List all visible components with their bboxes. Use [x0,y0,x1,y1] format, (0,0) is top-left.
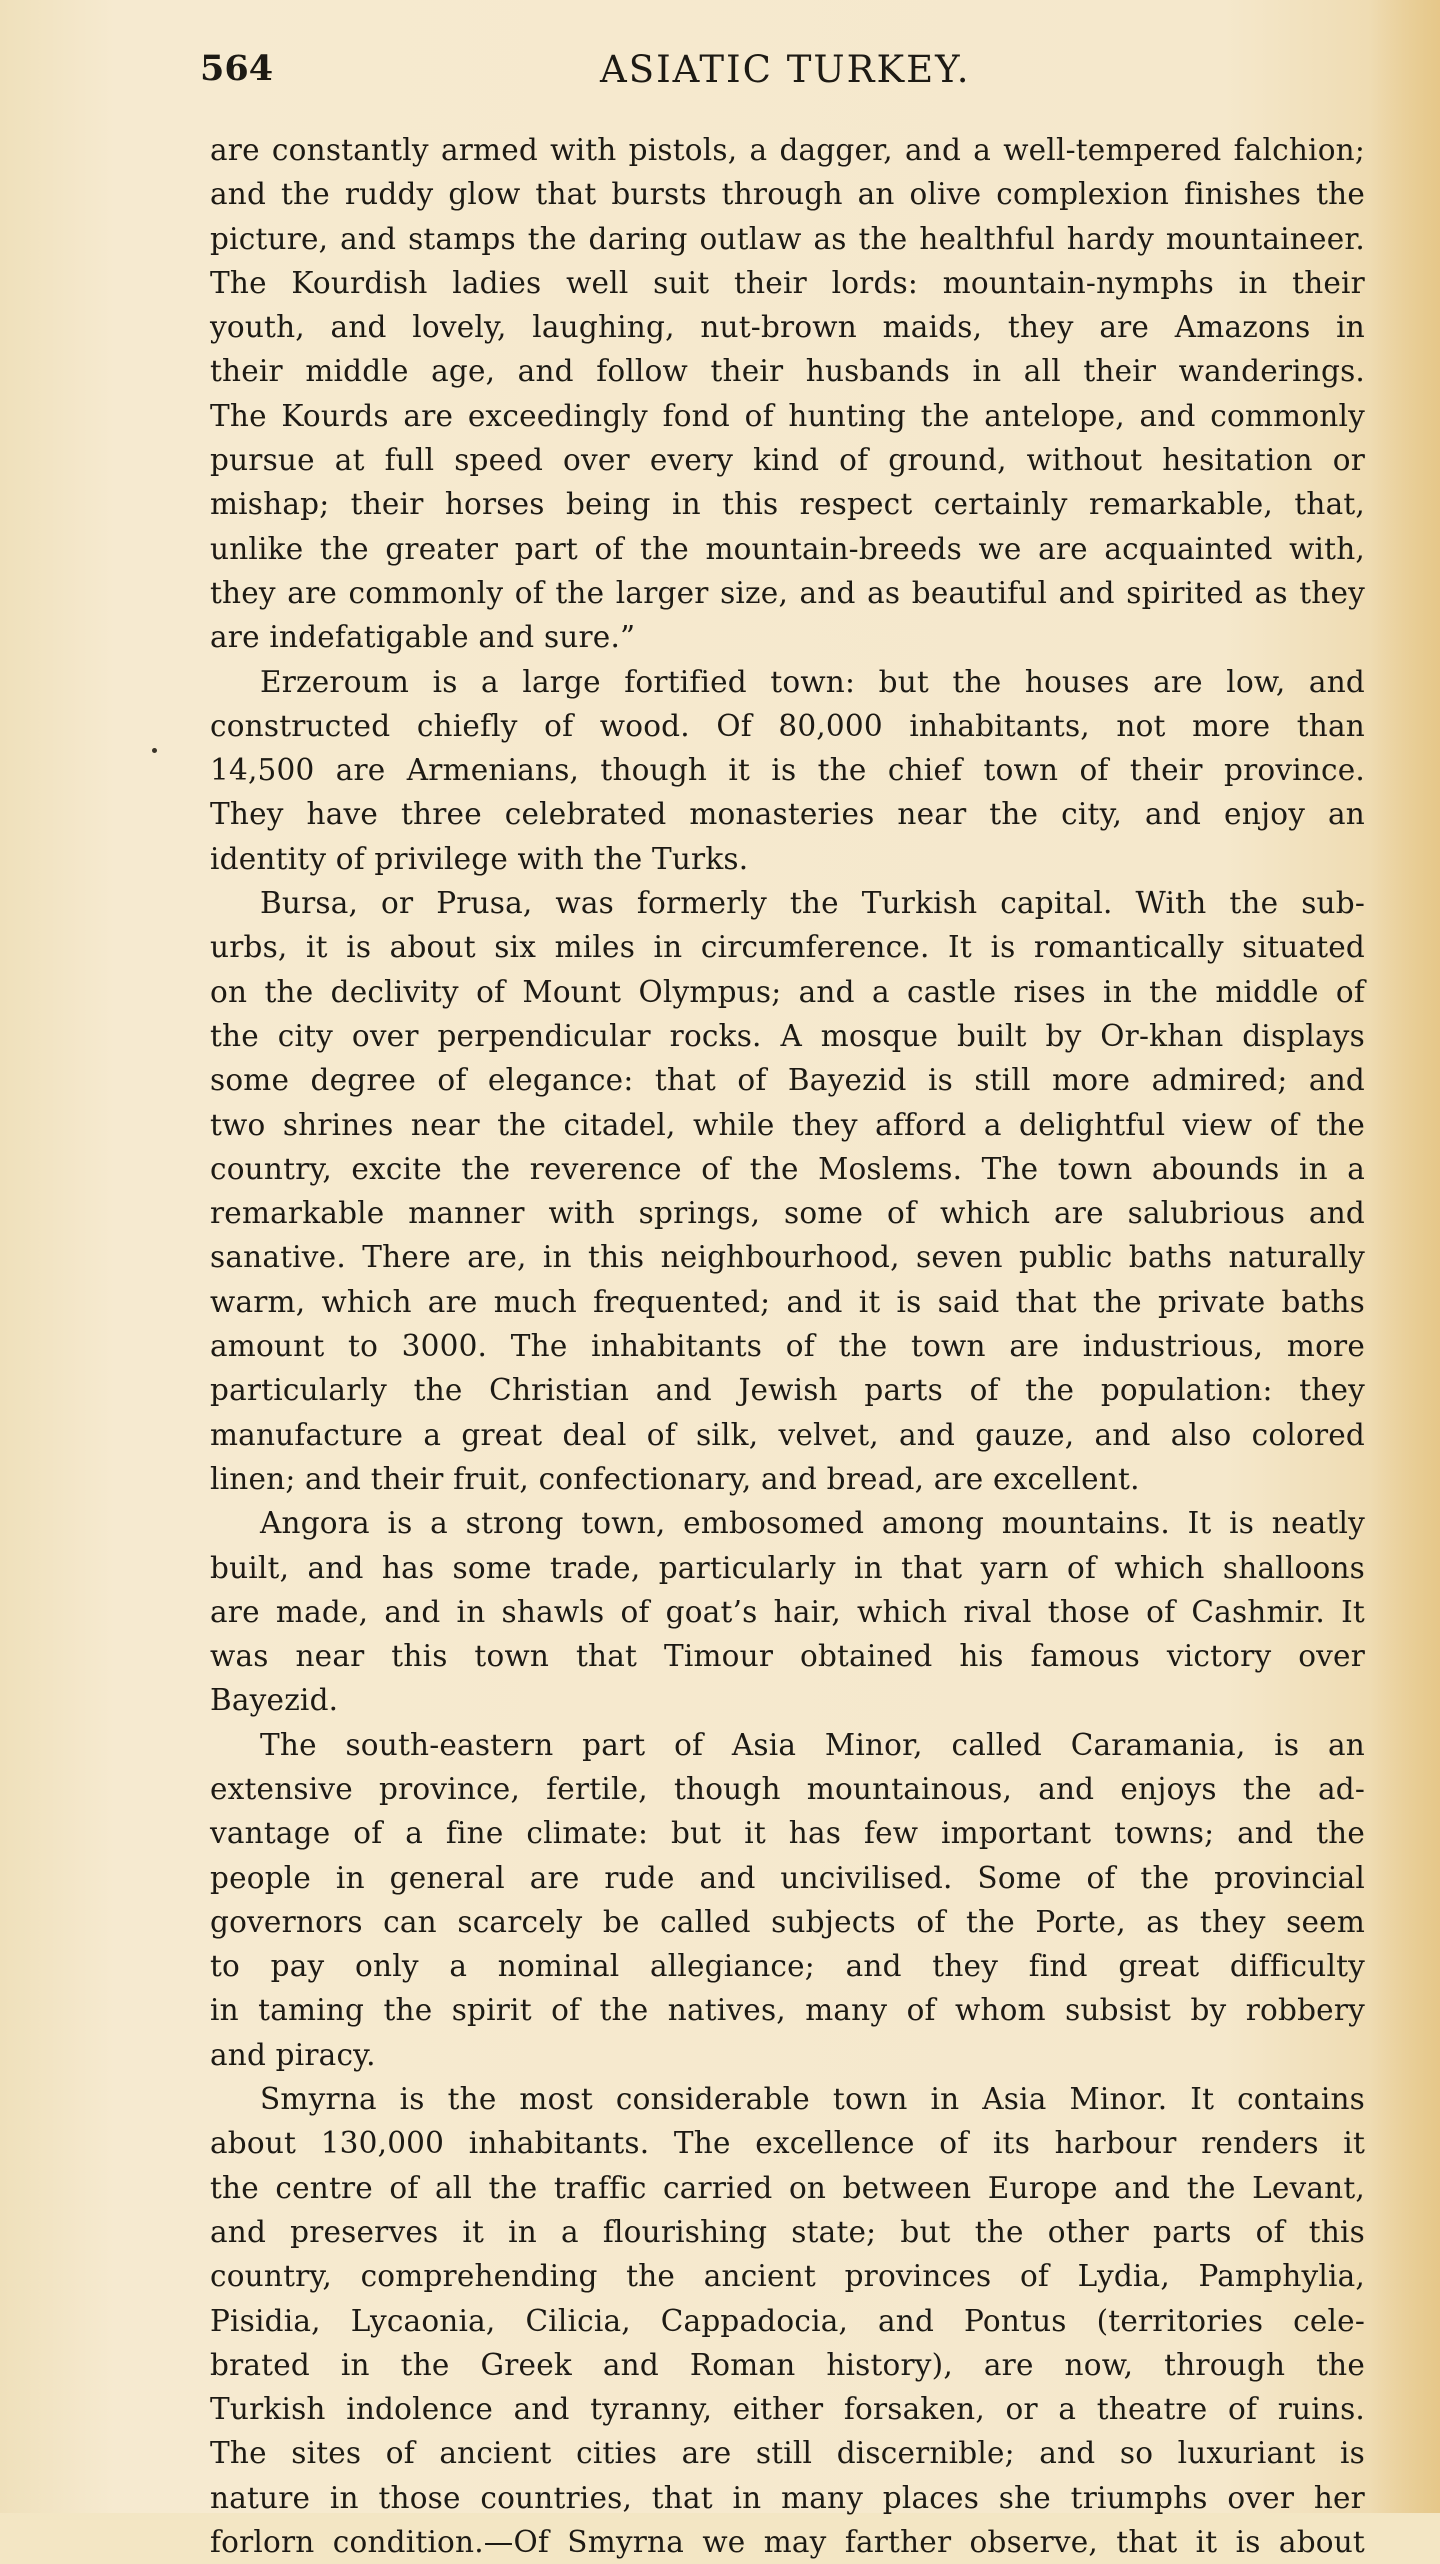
text-line: Turkish indolence and tyranny, either forsaken, or a theatre of ruins. [210,2392,1365,2427]
text-line: built, and has some trade, particularly in that yarn of which shalloons [210,1550,1365,1585]
text-line: urbs, it is about six miles in circumference. It is romantically situated [210,930,1365,965]
text-line: are indefatigable and sure.” [210,620,636,655]
text-line: about 130,000 inhabitants. The excellence of its harbour renders it [210,2126,1365,2161]
body-text [210,128,1365,2564]
text-line: the centre of all the traffic carried on between Europe and the Levant, [210,2170,1365,2205]
text-line: country, excite the reverence of the Moslems. The town abounds in a [210,1151,1365,1186]
paragraph-start: Bursa, or Prusa, was formerly the Turkish capital. With the sub- [260,886,1365,921]
text-line: Bayezid. [210,1683,339,1718]
text-line: 14,500 are Armenians, though it is the chief town of their province. [210,753,1365,788]
text-line: manufacture a great deal of silk, velvet, and gauze, and also colored [210,1417,1365,1452]
text-line: and the ruddy glow that bursts through an olive complexion finishes the [210,177,1365,212]
text-line: their middle age, and follow their husbands in all their wanderings. [210,354,1365,389]
page-number: 564 [200,48,274,89]
text-line: extensive province, fertile, though mountainous, and enjoys the ad- [210,1771,1365,1806]
running-head: ASIATIC TURKEY. [600,48,971,91]
text-line: unlike the greater part of the mountain-breeds we are acquainted with, [210,531,1365,566]
text-line: They have three celebrated monasteries near the city, and enjoy an [210,797,1365,832]
text-line: was near this town that Timour obtained his famous victory over [210,1639,1365,1674]
text-line: amount to 3000. The inhabitants of the town are industrious, more [210,1329,1365,1364]
page-header [200,42,1380,92]
paragraph-start: The south-eastern part of Asia Minor, called Caramania, is an [260,1727,1365,1762]
text-line: on the declivity of Mount Olympus; and a castle rises in the middle of [210,974,1365,1009]
page-edge-shadow [1370,0,1440,2513]
text-line: two shrines near the citadel, while they afford a delightful view of the [210,1107,1365,1142]
text-line: warm, which are much frequented; and it is said that the private baths [210,1284,1365,1319]
text-line: vantage of a fine climate: but it has few important towns; and the [210,1816,1365,1851]
text-line: governors can scarcely be called subjects of the Porte, as they seem [210,1904,1365,1939]
text-line: Pisidia, Lycaonia, Cilicia, Cappadocia, and Pontus (territories cele- [210,2303,1365,2338]
paragraph-start: Smyrna is the most considerable town in Asia Minor. It contains [260,2082,1365,2117]
paragraph-start: Erzeroum is a large fortified town: but the houses are low, and [260,664,1365,699]
text-line: youth, and lovely, laughing, nut-brown maids, they are Amazons in [210,310,1365,345]
text-line: to pay only a nominal allegiance; and they find great difficulty [210,1949,1365,1984]
text-line: brated in the Greek and Roman history), are now, through the [210,2347,1365,2382]
text-line: forlorn condition.—Of Smyrna we may farther observe, that it is about [210,2525,1365,2560]
text-line: remarkable manner with springs, some of which are salubrious and [210,1196,1365,1231]
ink-speck [152,748,157,753]
text-line: are made, and in shawls of goat’s hair, which rival those of Cashmir. It [210,1594,1365,1629]
text-line: in taming the spirit of the natives, many of whom subsist by robbery [210,1993,1365,2028]
text-line: the city over perpendicular rocks. A mosque built by Or-khan displays [210,1018,1365,1053]
paragraph-start: Angora is a strong town, embosomed among mountains. It is neatly [260,1506,1365,1541]
text-line: and preserves it in a flourishing state; but the other parts of this [210,2214,1365,2249]
text-line: The sites of ancient cities are still discernible; and so luxuriant is [210,2436,1365,2471]
text-line: and piracy. [210,2037,376,2072]
text-line: The Kourds are exceedingly fond of hunting the antelope, and commonly [210,398,1365,433]
text-line: they are commonly of the larger size, and as beautiful and spirited as they [210,575,1365,610]
text-line: The Kourdish ladies well suit their lords: mountain-nymphs in their [210,265,1365,300]
text-line: country, comprehending the ancient provinces of Lydia, Pamphylia, [210,2259,1365,2294]
text-line: are constantly armed with pistols, a dagger, and a well-tempered falchion; [210,133,1365,167]
text-line: particularly the Christian and Jewish parts of the population: they [210,1373,1365,1408]
text-line: nature in those countries, that in many places she triumphs over her [210,2480,1365,2515]
text-line: identity of privilege with the Turks. [210,841,749,876]
text-line: some degree of elegance: that of Bayezid is still more admired; and [210,1063,1365,1098]
text-line: picture, and stamps the daring outlaw as the healthful hardy mountaineer. [210,221,1365,256]
text-line: sanative. There are, in this neighbourhood, seven public baths naturally [210,1240,1365,1275]
text-line: pursue at full speed over every kind of ground, without hesitation or [210,443,1365,478]
text-line: mishap; their horses being in this respect certainly remarkable, that, [210,487,1365,522]
text-line: constructed chiefly of wood. Of 80,000 inhabitants, not more than [210,708,1365,743]
text-line: people in general are rude and uncivilised. Some of the provincial [210,1860,1365,1895]
text-line: linen; and their fruit, confectionary, and bread, are excellent. [210,1461,1140,1496]
